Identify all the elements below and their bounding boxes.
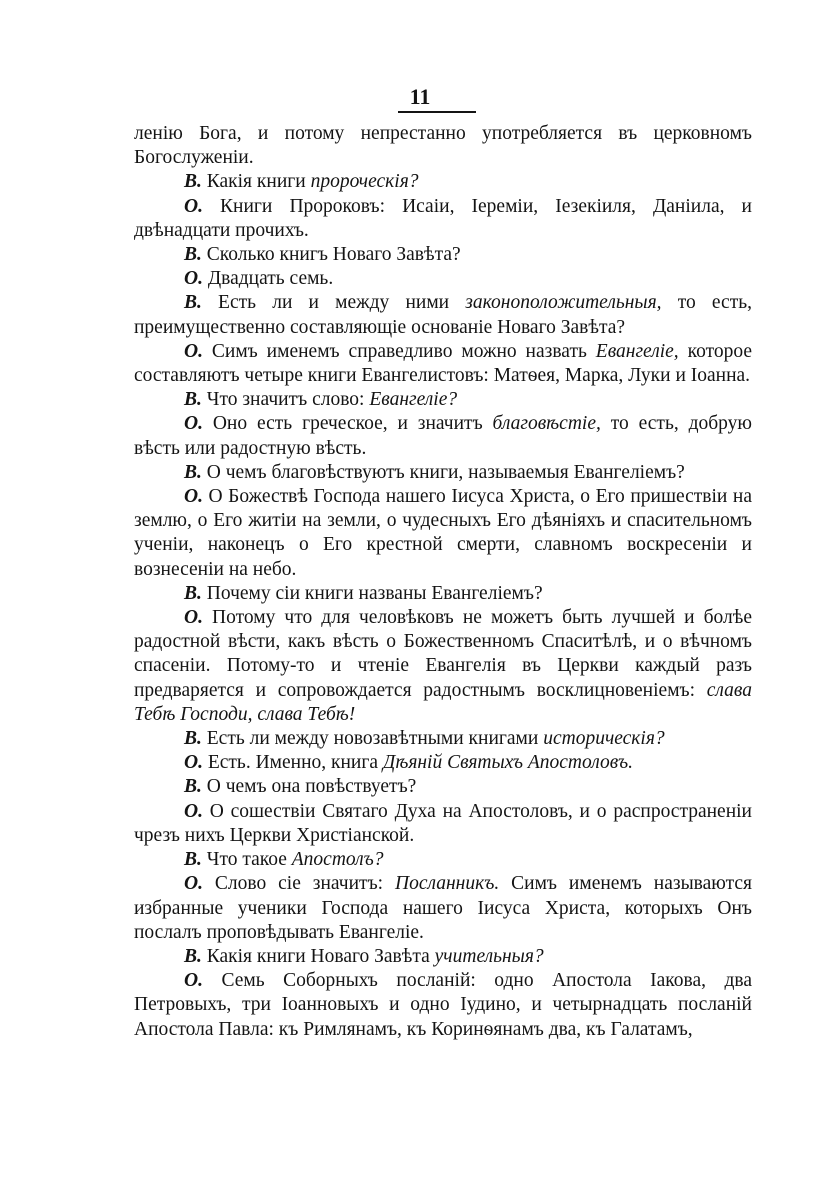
answer-marker: О. [184,340,203,362]
italic-term: Дѣяній Святыхъ Апостоловъ. [382,752,633,774]
page-number-rule [398,111,476,113]
answer-paragraph [134,267,752,291]
text-run: О сошествіи Святаго Духа на Апостоловъ, и о распространеніи чрезъ нихъ Церкви Христіанской. [134,800,752,846]
text-run: Какія книги [201,171,311,193]
question-marker: В. [184,244,202,266]
question-paragraph [134,582,752,606]
text-run: Почему сіи книги названы Евангеліемъ? [201,582,543,604]
answer-paragraph [134,195,752,243]
text-run: которое составляютъ четыре книги Евангелистовъ: Матѳея, Марка, Луки и Іоанна. [134,340,752,387]
question-marker: В. [184,582,202,604]
text-run: Семь Соборныхъ посланій: одно Апостола Іакова, два Петровыхъ, три Іоанновыхъ и одно Іудино, и четырнадцать посланій Апостола Павла: къ Римлянамъ, къ Коринѳянамъ два, къ Галатамъ, [134,970,752,1040]
answer-paragraph [134,800,752,848]
answer-marker: О. [184,486,203,508]
question-paragraph [134,727,752,751]
question-marker: В. [184,292,202,314]
text-run: Что такое [201,849,292,871]
question-marker: В. [184,945,202,967]
question-marker: В. [184,389,202,411]
italic-term: Апостолъ? [291,849,384,871]
text-run: Слово сіе значитъ: [202,873,395,895]
answer-marker: О. [184,800,203,822]
italic-term: учительныя? [434,945,544,967]
question-paragraph [134,170,752,194]
text-run: О чемъ благовѣствуютъ книги, называемыя Евангеліемъ? [201,461,685,483]
question-paragraph [134,243,752,267]
italic-term: Евангеліе? [369,389,458,411]
text-run: О Божествѣ Господа нашего Іисуса Христа, о Его пришествіи на землю, о Его житіи на земли, о чудесныхъ Его дѣяніяхъ и спасительномъ ученіи, наконецъ о Его крестной смерти, славномъ воскресеніи и вознесеніи на небо. [134,486,752,580]
question-paragraph [134,388,752,412]
text-run: Двадцать семь. [202,268,334,290]
question-marker: В. [184,849,202,871]
body-text [134,122,752,1042]
italic-term: Евангеліе, [595,340,679,362]
text-run: Симъ именемъ называются избранные ученики Господа нашего Іисуса Христа, которыхъ Онъ послалъ проповѣдывать Евангеліе. [134,873,752,943]
text-run: О чемъ она повѣствуетъ? [201,776,417,798]
page-number: 11 [409,84,431,109]
text-run: ленію Бога, и потому непрестанно употребляется въ церковномъ Богослуженіи. [134,123,752,169]
answer-marker: О. [184,413,203,435]
answer-marker: О. [184,195,203,217]
text-run: Есть ли и между ними [201,292,466,314]
italic-term: пророческія? [310,171,419,193]
question-paragraph [134,848,752,872]
text-run: Сколько книгъ Новаго Завѣта? [201,244,461,266]
question-marker: В. [184,728,202,750]
text-run: Есть. Именно, книга [202,752,383,774]
answer-marker: О. [184,970,203,992]
question-marker: В. [184,776,202,798]
text-run: то есть, добрую вѣсть или радостную вѣсть. [134,413,752,459]
text-run: Книги Пророковъ: Исаіи, Іереміи, Іезекіиля, Даніила, и двѣнадцати прочихъ. [134,195,752,241]
question-paragraph [134,775,752,799]
question-paragraph [134,945,752,969]
answer-paragraph [134,485,752,582]
answer-marker: О. [184,607,203,629]
question-paragraph [134,291,752,339]
italic-term: благовѣстіе, [492,413,601,435]
answer-marker: О. [184,752,203,774]
question-paragraph [134,461,752,485]
text-run: Оно есть греческое, и значитъ [202,413,493,435]
italic-term: слава Тебѣ Господи, слава Тебѣ! [134,679,752,725]
answer-paragraph [134,412,752,460]
text-run: Что значитъ слово: [201,389,370,411]
italic-term: законоположительныя, [465,292,662,314]
text-run: Потому что для человѣковъ не можетъ быть лучшей и болѣе радостной вѣсти, какъ вѣсть о Божественномъ Спаситѣлѣ, и о вѣчномъ спасеніи. Потому-то и чтеніе Евангелія въ Церкви каждый разъ предваряется и сопровождается радостнымъ восклицновеніемъ: [134,607,752,701]
answer-paragraph [134,340,752,388]
text-run: то есть, преимущественно составляющіе основаніе Новаго Завѣта? [134,292,752,338]
italic-term: историческія? [543,728,665,750]
question-marker: В. [184,461,202,483]
italic-term: Посланникъ. [395,873,500,895]
answer-paragraph [134,606,752,727]
answer-paragraph [134,751,752,775]
answer-marker: О. [184,268,203,290]
continued-paragraph [134,122,752,170]
question-marker: В. [184,171,202,193]
text-run: Симъ именемъ справедливо можно назвать [202,340,596,362]
answer-paragraph [134,872,752,945]
answer-marker: О. [184,873,203,895]
text-run: Какія книги Новаго Завѣта [201,945,435,967]
answer-paragraph [134,969,752,1042]
text-run: Есть ли между новозавѣтными книгами [201,728,544,750]
